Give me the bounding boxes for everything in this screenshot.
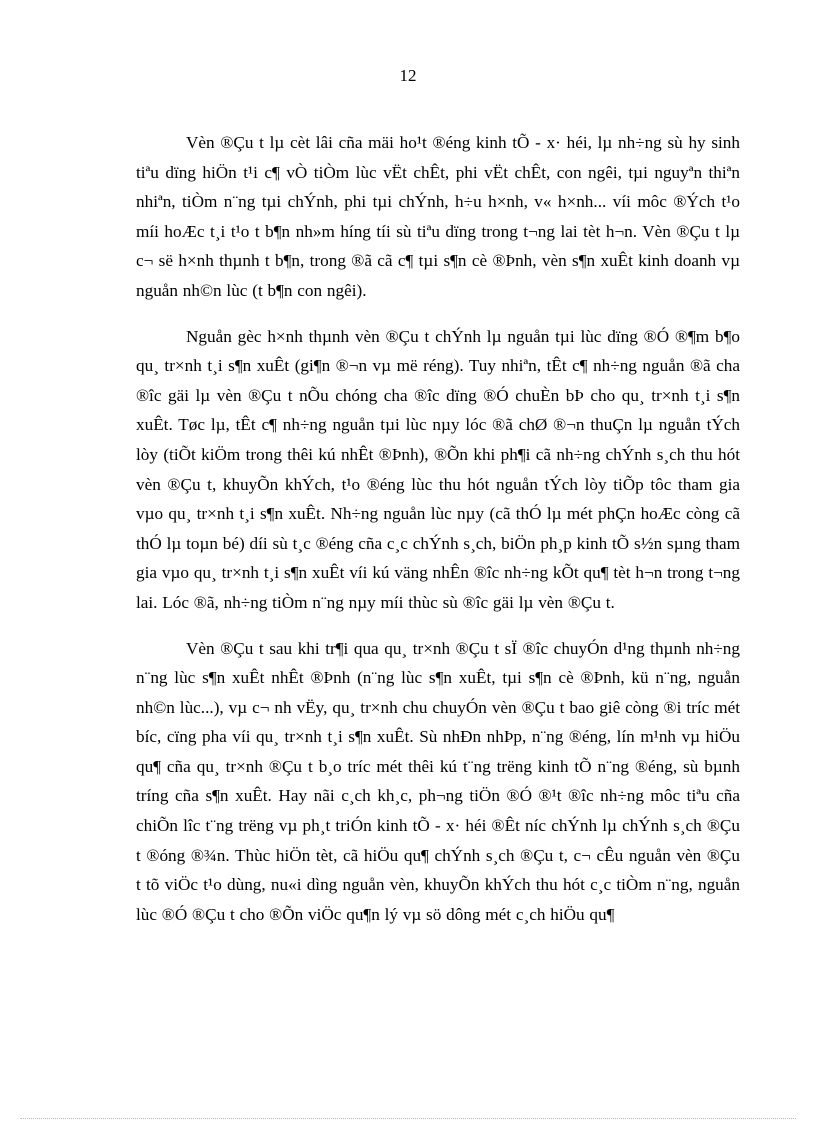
page-number: 12 bbox=[399, 66, 417, 85]
page-bottom-rule bbox=[20, 1118, 796, 1119]
body-text bbox=[136, 128, 740, 929]
paragraph: Vèn ®Çu t sau khi tr¶i qua qu¸ tr×nh ®Çu t sÏ ®îc chuyÓn d¹ng thµnh nh÷ng n¨ng lùc s¶n xuÊt nhÊt ®Þnh (n¨ng lùc s¶n xuÊt, tµi s¶n cè ®Þnh, kü n¨ng, nguån nh©n lùc...), vµ c¬ nh vËy, qu¸ tr×nh chu chuyÓn vèn ®Çu t bao giê còng ®i tríc mét bíc, cïng pha víi qu¸ tr×nh t¸i s¶n xuÊt. Sù nhÐn nhÞp, n¨ng ®éng, lín m¹nh vµ hiÖu qu¶ cña qu¸ tr×nh ®Çu t b¸o tríc mét thêi kú t¨ng trëng kinh tÕ n¨ng ®éng, sù bµnh tríng cña s¶n xuÊt. Hay nãi c¸ch kh¸c, ph¬ng tiÖn ®Ó ®¹t ®îc nh÷ng môc tiªu cña chiÕn lîc t¨ng trëng vµ ph¸t triÓn kinh tÕ - x· héi ®Êt níc chÝnh lµ chÝnh s¸ch ®Çu t ®óng ®¾n. Thùc hiÖn tèt, cã hiÖu qu¶ chÝnh s¸ch ®Çu t, c¬ cÊu nguån vèn ®Çu t tõ viÖc t¹o dùng, nu«i dìng nguån vèn, khuyÕn khÝch thu hót c¸c tiÒm n¨ng, nguån lùc ®Ó ®Çu t cho ®Õn viÖc qu¶n lý vµ sö dông mét c¸ch hiÖu qu¶ bbox=[136, 638, 740, 924]
paragraph: Vèn ®Çu t lµ cèt lâi cña mäi ho¹t ®éng kinh tÕ - x· héi, lµ nh÷ng sù hy sinh tiªu dïng hiÖn t¹i c¶ vÒ tiÒm lùc vËt chÊt, phi vËt chÊt, con ngêi, tµi nguyªn thiªn nhiªn, tiÒm n¨ng tµi chÝnh, phi tµi chÝnh, h÷u h×nh, v« h×nh... víi môc ®Ých t¹o míi hoÆc t¸i t¹o t b¶n nh»m híng tíi sù tiªu dïng trong t¬ng lai tèt h¬n. Vèn ®Çu t lµ c¬ së h×nh thµnh t b¶n, trong ®ã cã c¶ tµi s¶n cè ®Þnh, vèn s¶n xuÊt kinh doanh vµ nguån nh©n lùc (t b¶n con ngêi). bbox=[136, 133, 740, 300]
paragraph: Nguån gèc h×nh thµnh vèn ®Çu t chÝnh lµ nguån tµi lùc dïng ®Ó ®¶m b¶o qu¸ tr×nh t¸i s¶n xuÊt (gi¶n ®¬n vµ më réng). Tuy nhiªn, tÊt c¶ nh÷ng nguån ®ã cha ®îc gäi lµ vèn ®Çu t nÕu chóng cha ®îc dïng ®Ó chuÈn bÞ cho qu¸ tr×nh t¸i s¶n xuÊt. Tøc lµ, tÊt c¶ nh÷ng nguån tµi lùc nµy lóc ®ã chØ ®¬n thuÇn lµ nguån tÝch lòy (tiÕt kiÖm trong thêi kú nhÊt ®Þnh), ®Õn khi ph¶i cã nh÷ng chÝnh s¸ch thu hót vèn ®Çu t, khuyÕn khÝch, t¹o ®éng lùc thu hót nguån tÝch lòy tiÕp tôc tham gia vµo qu¸ tr×nh t¸i s¶n xuÊt. Nh÷ng nguån lùc nµy (cã thÓ lµ mét phÇn hoÆc còng cã thÓ lµ toµn bé) díi sù t¸c ®éng cña c¸c chÝnh s¸ch, biÖn ph¸p kinh tÕ s½n sµng tham gia vµo qu¸ tr×nh t¸i s¶n xuÊt víi kú väng nhÊn ®îc nh÷ng kÕt qu¶ tèt h¬n trong t¬ng lai. Lóc ®ã, nh÷ng tiÒm n¨ng nµy míi thùc sù ®îc gäi lµ vèn ®Çu t. bbox=[136, 326, 740, 612]
